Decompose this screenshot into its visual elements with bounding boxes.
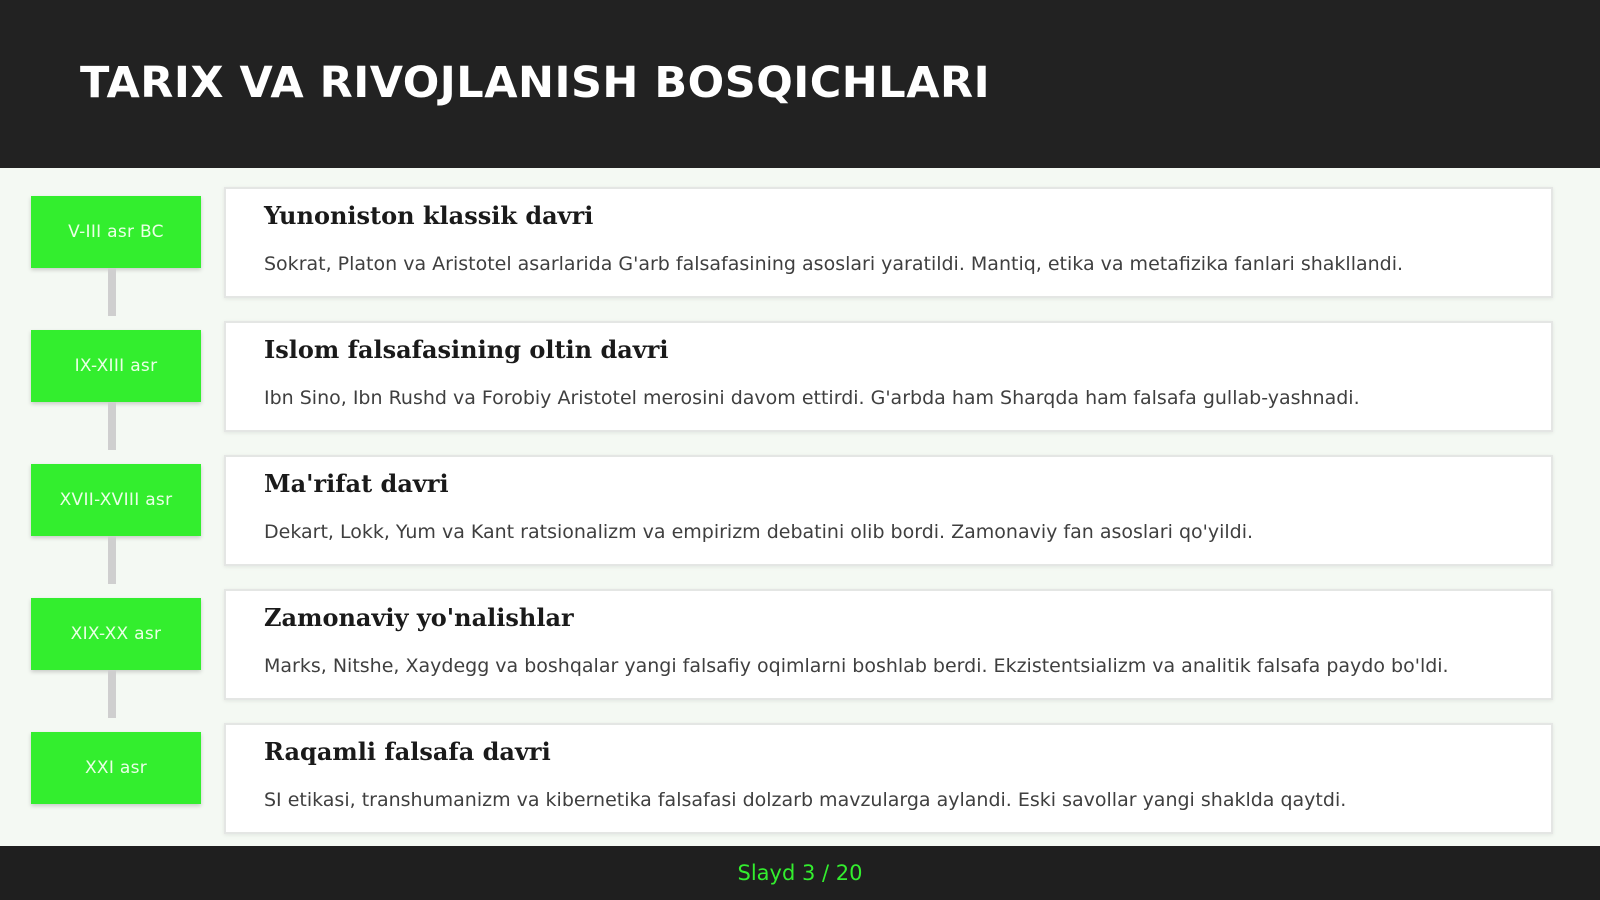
timeline-item (0, 168, 1600, 302)
event-description: Sokrat, Platon va Aristotel asarlarida G'arb falsafasining asoslari yaratildi. Mantiq, etika va metafizika fanlari shakllandi. (264, 253, 1404, 275)
event-description: SI etikasi, transhumanizm va kibernetika falsafasi dolzarb mavzularga aylandi. Eski savollar yangi shaklda qaytdi. (264, 789, 1347, 811)
period-badge: V-III asr BC (31, 196, 201, 268)
event-title: Raqamli falsafa davri (264, 737, 551, 766)
timeline-item (0, 570, 1600, 704)
event-title: Zamonaviy yo'nalishlar (264, 603, 574, 632)
period-badge: XXI asr (31, 732, 201, 804)
event-title: Ma'rifat davri (264, 469, 449, 498)
slide-header (0, 0, 1600, 168)
timeline (0, 168, 1600, 846)
event-title: Islom falsafasining oltin davri (264, 335, 669, 364)
period-badge: IX-XIII asr (31, 330, 201, 402)
timeline-item (0, 704, 1600, 838)
period-badge: XIX-XX asr (31, 598, 201, 670)
event-card (224, 589, 1553, 700)
event-description: Ibn Sino, Ibn Rushd va Forobiy Aristotel merosini davom ettirdi. G'arbda ham Sharqda ham falsafa gullab-yashnadi. (264, 387, 1360, 409)
event-description: Dekart, Lokk, Yum va Kant ratsionalizm va empirizm debatini olib bordi. Zamonaviy fan asoslari qo'yildi. (264, 521, 1254, 543)
timeline-item (0, 302, 1600, 436)
event-card (224, 187, 1553, 298)
event-card (224, 321, 1553, 432)
event-card (224, 723, 1553, 834)
slide-footer (0, 846, 1600, 900)
period-badge: XVII-XVIII asr (31, 464, 201, 536)
slide-title: TARIX VA RIVOJLANISH BOSQICHLARI (80, 58, 991, 108)
event-title: Yunoniston klassik davri (264, 201, 594, 230)
timeline-item (0, 436, 1600, 570)
slide-counter: Slayd 3 / 20 (737, 861, 863, 885)
event-card (224, 455, 1553, 566)
event-description: Marks, Nitshe, Xaydegg va boshqalar yangi falsafiy oqimlarni boshlab berdi. Ekzistentsializm va analitik falsafa paydo bo'ldi. (264, 655, 1449, 677)
